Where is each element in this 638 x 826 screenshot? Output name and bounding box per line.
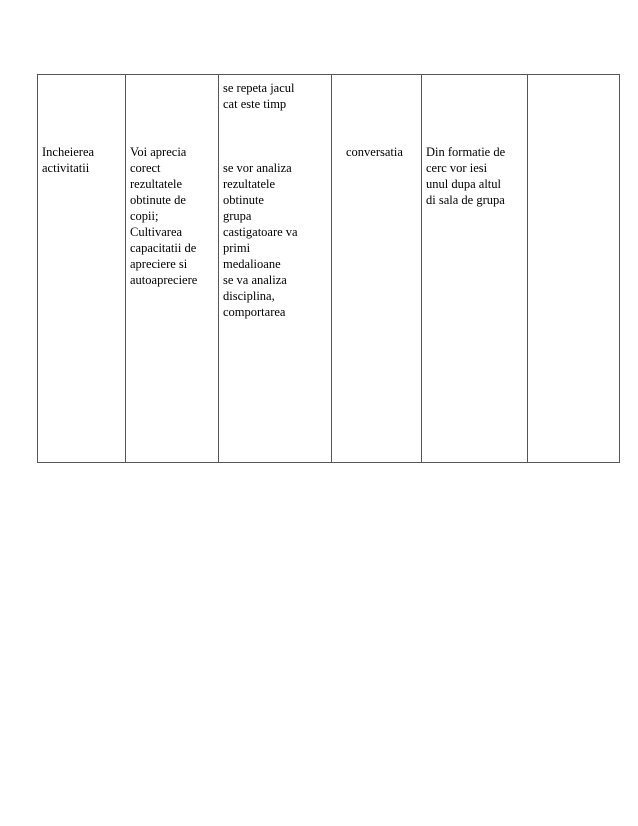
text-line: obtinute de [130, 193, 186, 207]
cell-content [219, 75, 332, 463]
lesson-plan-table [37, 74, 620, 463]
text-line: se vor analiza [223, 161, 292, 175]
cell-evaluation [528, 75, 620, 463]
content-top-text [223, 80, 328, 112]
text-line: cerc vor iesi [426, 161, 488, 175]
text-line: Cultivarea [130, 225, 183, 239]
text-line: se repeta jacul [223, 81, 295, 95]
cell-method [332, 75, 422, 463]
method-text [346, 144, 418, 160]
text-line: capacitatii de [130, 241, 197, 255]
text-line: apreciere si [130, 257, 188, 271]
text-line: activitatii [42, 161, 90, 175]
text-line: medalioane [223, 257, 281, 271]
text-line: rezultatele [223, 177, 276, 191]
text-line: copii; [130, 209, 159, 223]
objectives-text [130, 144, 215, 288]
text-line: unul dupa altul [426, 177, 501, 191]
text-line: rezultatele [130, 177, 183, 191]
text-line: comportarea [223, 305, 286, 319]
organization-text [426, 144, 524, 208]
stage-text [42, 144, 122, 176]
text-line: obtinute [223, 193, 264, 207]
text-line: Voi aprecia [130, 145, 187, 159]
table-row [38, 75, 620, 463]
text-line: autoapreciere [130, 273, 198, 287]
text-line: corect [130, 161, 161, 175]
text-line: Din formatie de [426, 145, 506, 159]
text-line: cat este timp [223, 97, 287, 111]
text-line: Incheierea [42, 145, 95, 159]
cell-organization [422, 75, 528, 463]
text-line: castigatoare va [223, 225, 298, 239]
content-main-text [223, 160, 328, 320]
text-line: primi [223, 241, 251, 255]
text-line: grupa [223, 209, 252, 223]
cell-stage [38, 75, 126, 463]
text-line: se va analiza [223, 273, 287, 287]
text-line: conversatia [346, 145, 403, 159]
cell-objectives [126, 75, 219, 463]
text-line: di sala de grupa [426, 193, 505, 207]
text-line: disciplina, [223, 289, 275, 303]
